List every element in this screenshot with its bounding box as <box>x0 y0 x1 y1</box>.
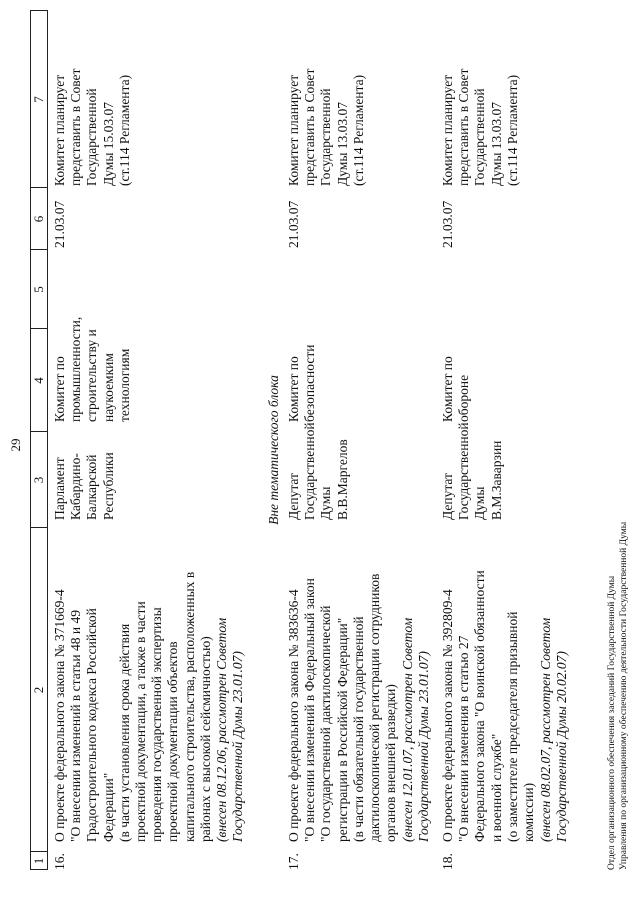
column-number-6: 6 <box>31 215 46 223</box>
page-number: 29 <box>8 438 23 452</box>
bill-note: (внесен 08.12.06, рассмотрен Советом Государственной Думы 23.01.07) <box>214 617 246 842</box>
row-number: 18. <box>440 853 455 870</box>
review-date: 21.03.07 <box>52 200 67 248</box>
bill-text: О проекте федерального закона № 392809-4 "О внесении изменения в статью 27 Федерального закона "О воинской обязанности и военной службе" (о заместителе председателя призывной комиссии) <box>440 570 537 842</box>
row-number: 16. <box>52 853 67 870</box>
column-number-3: 3 <box>31 476 46 484</box>
bill-note: (внесен 12.01.07, рассмотрен Советом Государственной Думы 23.01.07) <box>400 617 432 842</box>
committee: Комитет по безопасности <box>286 344 318 422</box>
column-number-7: 7 <box>31 96 46 103</box>
column-number-2: 2 <box>31 686 46 694</box>
bill-note: (внесен 08.02.07, рассмотрен Советом Государственной Думы 20.02.07) <box>538 617 570 842</box>
plan-text: Комитет планирует представить в Совет Государственной Думы 13.03.07 (ст.114 Регламента) <box>440 68 520 186</box>
header-row-bottom-border <box>47 10 48 870</box>
column-number-4: 4 <box>31 377 46 384</box>
review-date: 21.03.07 <box>286 200 301 248</box>
bill-text: О проекте федерального закона № 383636-4 "О внесении изменений в Федеральный закон "О государственной дактилоскопической регистрации в Российской Федерации" (в части обязательной государственной дактилоскопической регистрации сотрудников органов внешней разведки) <box>286 573 399 842</box>
footer-line-2: Управления по организационному обеспечению деятельности Государственной Думы <box>619 521 629 870</box>
initiator: Депутат Государственной Думы В.М.Заварзин <box>440 422 504 520</box>
bill-text: О проекте федерального закона № 371669-4 "О внесении изменений в статьи 48 и 49 Градостроительного кодекса Российской Федерации" (в части установления срока действия проектной документации, а также в части проведения государственной экспертизы проектной документации объектов капитального строительства, расположенных в районах с высокой сейсмичностью) <box>52 571 213 842</box>
column-number-5: 5 <box>31 286 46 293</box>
row-number: 17. <box>286 853 301 870</box>
initiator: Парламент Кабардино- Балкарской Республики <box>52 452 116 520</box>
plan-text: Комитет планирует представить в Совет Государственной Думы 13.03.07 (ст.114 Регламента) <box>286 68 366 186</box>
column-number-1: 1 <box>31 857 46 865</box>
initiator: Депутат Государственной Думы В.В.Маргелов <box>286 422 350 520</box>
footer-line-1: Отдел организационного обеспечения заседаний Государственной Думы <box>607 575 617 870</box>
committee: Комитет по промышленности, строительству и наукоемким технологиям <box>52 316 132 422</box>
review-date: 21.03.07 <box>440 200 455 248</box>
committee: Комитет по обороне <box>440 356 472 422</box>
plan-text: Комитет планирует представить в Совет Государственной Думы 15.03.07 (ст.114 Регламента) <box>52 68 132 186</box>
section-heading: Вне тематического блока <box>266 375 281 525</box>
